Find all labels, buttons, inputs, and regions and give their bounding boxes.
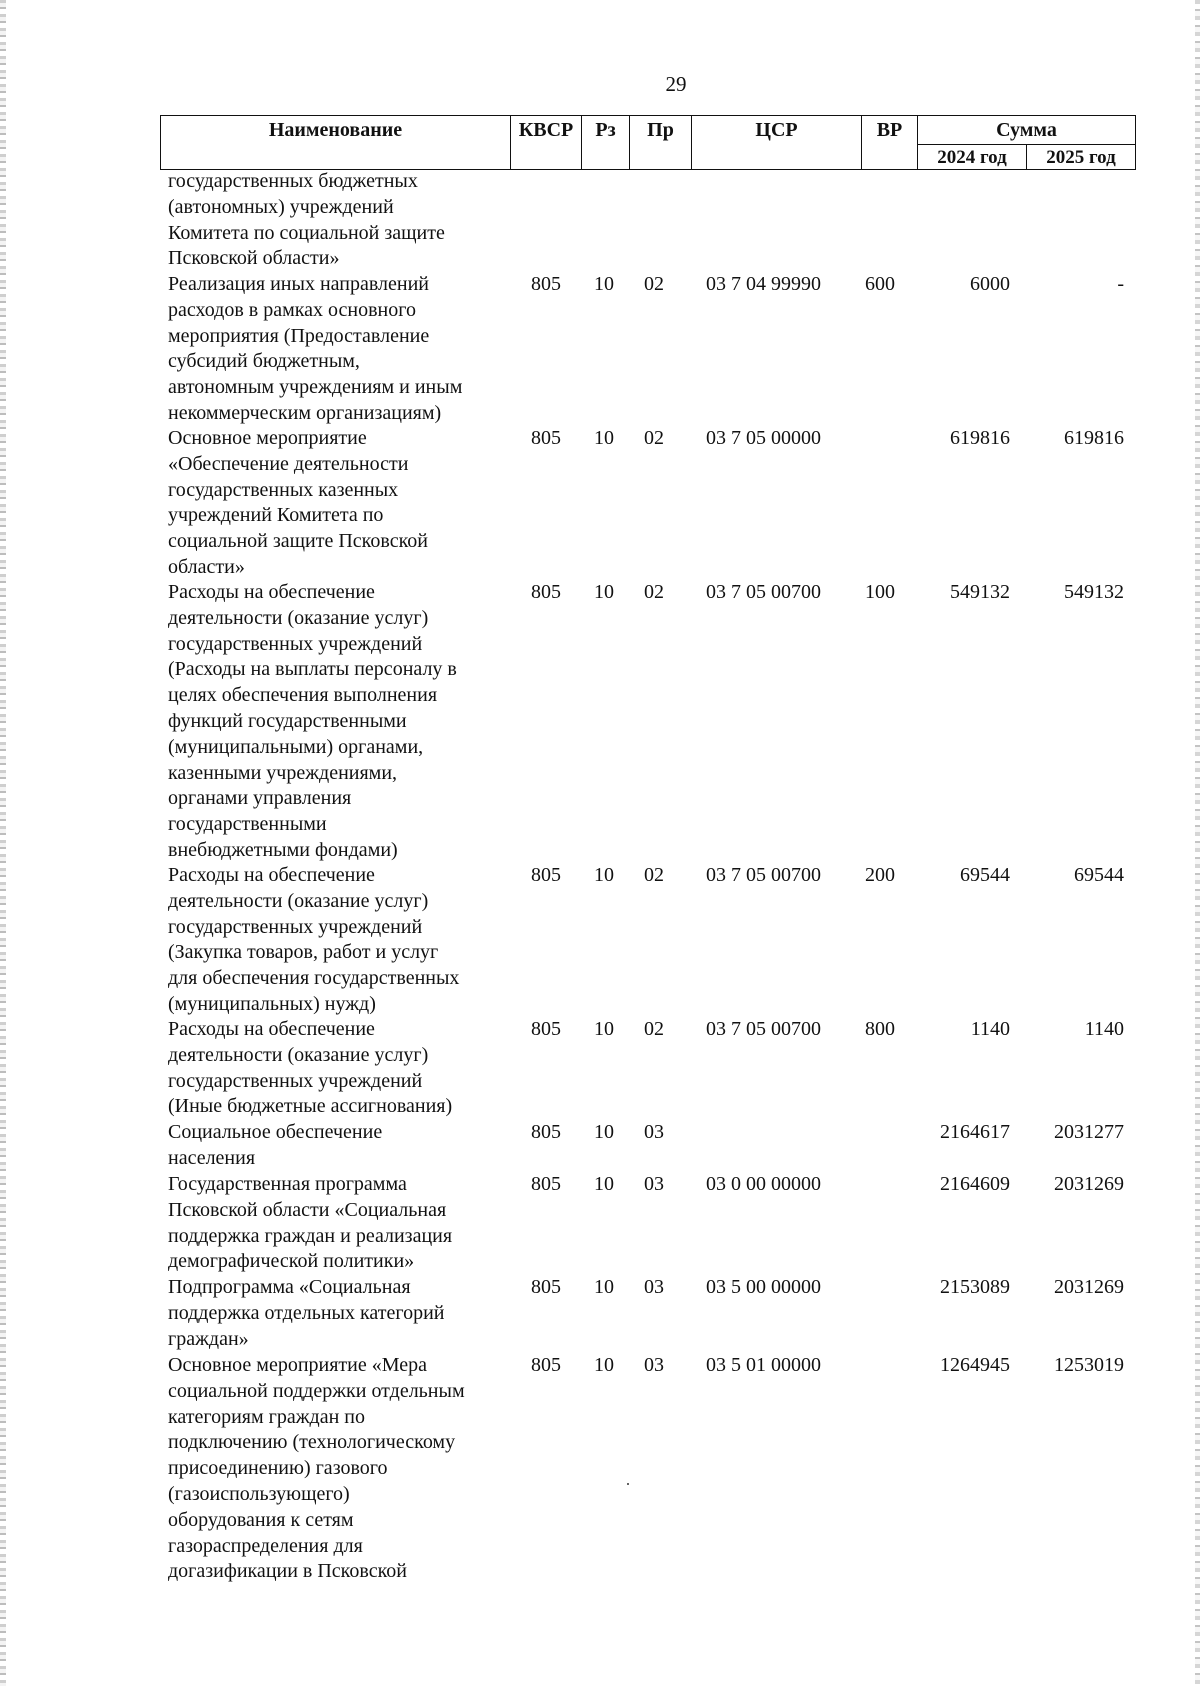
- cell-s2025: -: [1117, 273, 1124, 295]
- cell-kvsr: 805: [531, 427, 561, 449]
- cell-s2024: 6000: [970, 273, 1010, 295]
- row-name-line: Реализация иных направлений: [168, 273, 429, 295]
- row-name-line: социальной защите Псковской: [168, 530, 428, 553]
- cell-s2024: 1264945: [940, 1354, 1010, 1376]
- row-name-line: (муниципальных) нужд): [168, 992, 376, 1015]
- row-name-line: Государственная программа: [168, 1173, 407, 1195]
- row-name-line: подключению (технологическому: [168, 1431, 456, 1454]
- cell-pr: 02: [644, 427, 664, 449]
- cell-pr: 03: [644, 1173, 664, 1195]
- header-sum: Сумма: [918, 116, 1136, 145]
- row-name-line: (муниципальными) органами,: [168, 735, 424, 758]
- cell-pr: 03: [644, 1354, 664, 1376]
- cell-kvsr: 805: [531, 1121, 561, 1143]
- table-header: [160, 115, 1136, 170]
- row-name-line: деятельности (оказание услуг): [168, 1043, 429, 1066]
- row-name-line: Псковской области «Социальная: [168, 1198, 447, 1221]
- header-year-2025: 2025 год: [1027, 145, 1136, 170]
- cell-pr: 03: [644, 1121, 664, 1143]
- cell-vr: 200: [865, 864, 895, 886]
- cell-pr: 02: [644, 273, 664, 295]
- cell-rz: 10: [594, 1121, 614, 1143]
- row-name-line: внебюджетными фондами): [168, 838, 398, 861]
- cell-kvsr: 805: [531, 581, 561, 603]
- page-number: 29: [665, 72, 687, 96]
- row-name: [168, 272, 462, 427]
- cell-csr: 03 0 00 00000: [706, 1173, 821, 1195]
- row-name-line: присоединению) газового: [168, 1457, 388, 1480]
- header-rz: Рз: [582, 116, 630, 170]
- cell-kvsr: 805: [531, 1276, 561, 1298]
- row-name: [168, 426, 428, 581]
- cell-rz: 10: [594, 427, 614, 449]
- row-name-line: Подпрограмма «Социальная: [168, 1276, 411, 1298]
- cell-pr: 02: [644, 864, 664, 886]
- row-name-line: государственных учреждений: [168, 632, 423, 655]
- cell-kvsr: 805: [531, 864, 561, 886]
- cell-csr: 03 5 01 00000: [706, 1354, 821, 1376]
- header-name: Наименование: [161, 116, 511, 170]
- row-name-line: государственных учреждений: [168, 1069, 423, 1092]
- row-name-line: (Расходы на выплаты персоналу в: [168, 658, 457, 681]
- row-name-line: оборудования к сетям: [168, 1508, 354, 1531]
- row-name-line: Псковской области»: [168, 247, 340, 270]
- cell-pr: 02: [644, 581, 664, 603]
- row-name-line: автономным учреждениям и иным: [168, 376, 463, 399]
- cell-s2024: 1140: [970, 1018, 1010, 1040]
- row-name-line: Основное мероприятие «Мера: [168, 1354, 428, 1376]
- header-year-2024: 2024 год: [918, 145, 1027, 170]
- cell-csr: 03 7 05 00700: [706, 1018, 821, 1040]
- row-name-line: расходов в рамках основного: [168, 298, 416, 321]
- row-name: [168, 1120, 382, 1172]
- cell-rz: 10: [594, 581, 614, 603]
- cell-rz: 10: [594, 1276, 614, 1298]
- row-name-line: государственных казенных: [168, 478, 399, 501]
- row-name-line: (Закупка товаров, работ и услуг: [168, 941, 439, 964]
- header-kvsr: КВСР: [511, 116, 582, 170]
- header-pr: Пр: [630, 116, 692, 170]
- cell-csr: 03 7 05 00000: [706, 427, 821, 449]
- cell-kvsr: 805: [531, 1018, 561, 1040]
- row-name-line: государственных учреждений: [168, 915, 423, 938]
- header-vr: ВР: [862, 116, 918, 170]
- cell-s2025: 2031269: [1054, 1173, 1124, 1195]
- row-name-line: демографической политики»: [168, 1250, 415, 1273]
- cell-kvsr: 805: [531, 1173, 561, 1195]
- row-name-line: некоммерческим организациям): [168, 401, 442, 424]
- row-name-line: деятельности (оказание услуг): [168, 606, 429, 629]
- row-name-line: (автономных) учреждений: [168, 195, 394, 218]
- cell-s2024: 2164617: [940, 1121, 1010, 1143]
- row-name-line: поддержка отдельных категорий: [168, 1301, 445, 1324]
- cell-s2024: 69544: [960, 864, 1010, 886]
- cell-kvsr: 805: [531, 273, 561, 295]
- cell-s2025: 69544: [1074, 864, 1124, 886]
- cell-csr: 03 5 00 00000: [706, 1276, 821, 1298]
- row-name-line: Расходы на обеспечение: [168, 864, 375, 886]
- cell-pr: 02: [644, 1018, 664, 1040]
- cell-s2025: 2031269: [1054, 1276, 1124, 1298]
- row-name: [168, 580, 457, 864]
- row-name-line: Основное мероприятие: [168, 427, 367, 449]
- row-name-line: социальной поддержки отдельным: [168, 1379, 465, 1402]
- cell-s2025: 2031277: [1054, 1121, 1124, 1143]
- scan-right-edge: [1195, 0, 1200, 1686]
- row-name-line: Расходы на обеспечение: [168, 1018, 375, 1040]
- scan-speck: [627, 1483, 629, 1485]
- cell-s2025: 549132: [1064, 581, 1124, 603]
- cell-rz: 10: [594, 1354, 614, 1376]
- row-name-line: государственными: [168, 813, 327, 836]
- row-name: [168, 1017, 452, 1120]
- row-name-line: органами управления: [168, 787, 352, 810]
- cell-rz: 10: [594, 1173, 614, 1195]
- row-name-line: Расходы на обеспечение: [168, 581, 375, 603]
- cell-rz: 10: [594, 273, 614, 295]
- cell-s2024: 2164609: [940, 1173, 1010, 1195]
- row-name-line: «Обеспечение деятельности: [168, 452, 409, 475]
- cell-vr: 100: [865, 581, 895, 603]
- row-name-line: населения: [168, 1146, 256, 1169]
- cell-s2025: 619816: [1064, 427, 1124, 449]
- cell-s2024: 619816: [950, 427, 1010, 449]
- row-name-line: учреждений Комитета по: [168, 504, 384, 527]
- cell-s2024: 2153089: [940, 1276, 1010, 1298]
- row-name-line: газораспределения для: [168, 1534, 363, 1557]
- row-name: [168, 863, 459, 1018]
- row-name-line: (Иные бюджетные ассигнования): [168, 1095, 453, 1118]
- row-name: [168, 1172, 452, 1275]
- row-name-line: казенными учреждениями,: [168, 761, 398, 784]
- row-name-line: поддержка граждан и реализация: [168, 1224, 453, 1247]
- row-name-line: функций государственными: [168, 709, 407, 732]
- row-name-line: Комитета по социальной защите: [168, 221, 445, 244]
- row-name-line: мероприятия (Предоставление: [168, 324, 430, 347]
- row-name-line: граждан»: [168, 1327, 249, 1350]
- cell-vr: 800: [865, 1018, 895, 1040]
- row-name-line: категориям граждан по: [168, 1405, 366, 1428]
- cell-vr: 600: [865, 273, 895, 295]
- cell-kvsr: 805: [531, 1354, 561, 1376]
- row-name-line: догазификации в Псковской: [168, 1560, 407, 1583]
- row-name-line: (газоиспользующего): [168, 1482, 350, 1505]
- row-name-line: субсидий бюджетным,: [168, 350, 360, 373]
- header-csr: ЦСР: [692, 116, 862, 170]
- cell-pr: 03: [644, 1276, 664, 1298]
- cell-csr: 03 7 04 99990: [706, 273, 821, 295]
- row-name-line: для обеспечения государственных: [168, 967, 460, 990]
- row-name-line: области»: [168, 555, 245, 578]
- cell-csr: 03 7 05 00700: [706, 864, 821, 886]
- cell-s2025: 1140: [1084, 1018, 1124, 1040]
- cell-csr: 03 7 05 00700: [706, 581, 821, 603]
- cell-rz: 10: [594, 1018, 614, 1040]
- row-name-line: Социальное обеспечение: [168, 1121, 383, 1143]
- row-name: [168, 1275, 444, 1352]
- cell-s2025: 1253019: [1054, 1354, 1124, 1376]
- cell-s2024: 549132: [950, 581, 1010, 603]
- row-name: [168, 169, 445, 272]
- row-name-line: целях обеспечения выполнения: [168, 684, 438, 707]
- scan-left-edge: [0, 0, 6, 1686]
- row-name-line: государственных бюджетных: [168, 170, 418, 192]
- row-name: [168, 1353, 465, 1585]
- cell-rz: 10: [594, 864, 614, 886]
- row-name-line: деятельности (оказание услуг): [168, 889, 429, 912]
